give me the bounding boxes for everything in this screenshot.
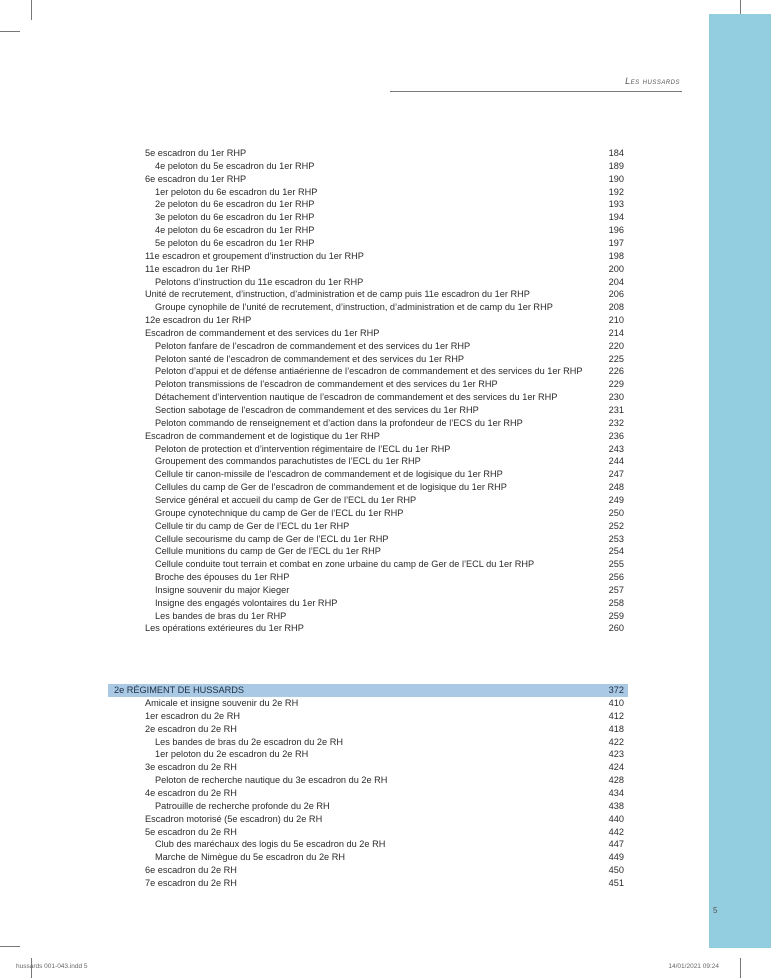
toc-entry bbox=[0, 545, 624, 558]
toc-entry-page: 226 bbox=[608, 366, 624, 377]
file-slug: hussards 001-043.indd 5 bbox=[16, 963, 88, 970]
toc-entry-page: 423 bbox=[608, 749, 624, 760]
toc-entry bbox=[0, 263, 624, 276]
toc-entry bbox=[0, 520, 624, 533]
toc-entry-page: 248 bbox=[608, 482, 624, 493]
toc-entry-title: Escadron de commandement et de logistique du 1er RHP bbox=[145, 430, 380, 441]
toc-entry-title: 2e peloton du 6e escadron du 1er RHP bbox=[155, 199, 315, 210]
toc-entry-page: 236 bbox=[608, 430, 624, 441]
toc-entry bbox=[0, 301, 624, 314]
toc-entry bbox=[0, 584, 624, 597]
toc-entry-title: 6e escadron du 1er RHP bbox=[145, 173, 247, 184]
toc-entry-page: 260 bbox=[608, 623, 624, 634]
toc-entry-page: 231 bbox=[608, 405, 624, 415]
toc-entry-page: 244 bbox=[608, 456, 624, 467]
toc-entry-title: Peloton d’appui et de défense antiaérienne de l’escadron de commandement et des services du 1er RHP bbox=[155, 366, 583, 377]
toc-entry-page: 257 bbox=[608, 584, 624, 595]
toc-entry-page: 229 bbox=[608, 379, 624, 390]
toc-entry bbox=[0, 622, 624, 635]
toc-entry-title: 11e escadron et groupement d’instruction du 1er RHP bbox=[145, 250, 364, 261]
toc-entry bbox=[0, 710, 624, 723]
toc-entry-page: 424 bbox=[608, 762, 624, 773]
toc-entry-page: 200 bbox=[608, 263, 624, 274]
toc-entry bbox=[0, 481, 624, 494]
toc-entry-page: 225 bbox=[608, 353, 624, 364]
toc-entry-title: Peloton de recherche nautique du 3e escadron du 2e RH bbox=[155, 775, 388, 786]
toc-entry-page: 258 bbox=[608, 597, 624, 608]
toc-entry bbox=[0, 736, 624, 749]
toc-entry-title: Section sabotage de l’escadron de commandement et des services du 1er RHP bbox=[155, 405, 479, 415]
toc-entry bbox=[0, 186, 624, 199]
toc-entry-title: 2e RÉGIMENT DE HUSSARDS bbox=[114, 685, 245, 695]
toc-entry-page: 206 bbox=[608, 289, 624, 300]
toc-entry-title: Détachement d’intervention nautique de l’escadron de commandement et des services du 1er RHP bbox=[155, 392, 558, 403]
toc-entry bbox=[0, 838, 624, 851]
toc-entry bbox=[0, 443, 624, 456]
toc-entry-title: 4e escadron du 2e RH bbox=[145, 787, 237, 798]
toc-entry bbox=[0, 826, 624, 839]
toc-entry bbox=[0, 723, 624, 736]
toc-entry-page: 190 bbox=[608, 173, 624, 184]
toc-entry-title: 5e escadron du 1er RHP bbox=[145, 148, 247, 158]
toc-entry-page: 450 bbox=[608, 865, 624, 876]
toc-entry-page: 252 bbox=[608, 520, 624, 531]
crop-mark bbox=[740, 0, 741, 14]
toc-entry-title: Peloton transmissions de l’escadron de commandement et des services du 1er RHP bbox=[155, 379, 498, 390]
toc-entry-title: 6e escadron du 2e RH bbox=[145, 865, 237, 876]
toc-entry bbox=[0, 800, 624, 813]
toc-entry-title: Peloton santé de l’escadron de commandement et des services du 1er RHP bbox=[155, 353, 464, 364]
toc-entry bbox=[0, 864, 624, 877]
toc-entry-title: Les bandes de bras du 2e escadron du 2e RH bbox=[155, 736, 343, 747]
toc-entry-title: Peloton fanfare de l’escadron de commandement et des services du 1er RHP bbox=[155, 340, 471, 351]
toc-entry-title: 5e escadron du 2e RH bbox=[145, 826, 237, 837]
toc-entry-page: 422 bbox=[608, 736, 624, 747]
toc-entry-title: Cellule tir du camp de Ger de l’ECL du 1er RHP bbox=[155, 520, 350, 531]
toc-entry bbox=[0, 160, 624, 173]
toc-entry-page: 255 bbox=[608, 559, 624, 570]
toc-entry-page: 247 bbox=[608, 469, 624, 480]
toc-entry-title: Club des maréchaux des logis du 5e escadron du 2e RH bbox=[155, 839, 386, 850]
toc-entry-page: 189 bbox=[608, 160, 624, 171]
toc-entry bbox=[0, 748, 624, 761]
toc-entry-page: 198 bbox=[608, 250, 624, 261]
toc-entry-title: Groupe cynophile de l’unité de recrutement, d’instruction, d’administration et de camp du 1er RHP bbox=[155, 302, 553, 313]
toc-entry-page: 193 bbox=[608, 199, 624, 210]
toc-entry bbox=[0, 365, 624, 378]
toc-entry-page: 418 bbox=[608, 723, 624, 734]
toc-entry-page: 449 bbox=[608, 852, 624, 863]
timestamp-slug: 14/01/2021 09:24 bbox=[668, 963, 719, 970]
toc-entry-title: Marche de Nimègue du 5e escadron du 2e RH bbox=[155, 852, 345, 863]
toc-entry-title: Cellule conduite tout terrain et combat en zone urbaine du camp de Ger de l’ECL du 1er RHP bbox=[155, 559, 535, 570]
toc-entry bbox=[0, 813, 624, 826]
toc-entry bbox=[0, 494, 624, 507]
toc-entry bbox=[0, 610, 624, 623]
toc-entry-page: 438 bbox=[608, 800, 624, 811]
toc-entry bbox=[0, 353, 624, 366]
toc-entry bbox=[0, 404, 624, 417]
toc-entry bbox=[0, 417, 624, 430]
toc-entry-title: Insigne des engagés volontaires du 1er RHP bbox=[155, 597, 338, 608]
toc-entry-page: 230 bbox=[608, 392, 624, 403]
toc-entry bbox=[0, 147, 624, 160]
toc-entry bbox=[0, 697, 624, 710]
toc-entry bbox=[0, 276, 624, 289]
toc-entry-title: Les opérations extérieures du 1er RHP bbox=[145, 623, 304, 634]
toc-entry-page: 434 bbox=[608, 787, 624, 798]
toc-entry-title: Cellule secourisme du camp de Ger de l’ECL du 1er RHP bbox=[155, 533, 389, 544]
toc-entry bbox=[0, 430, 624, 443]
toc-entry-page: 204 bbox=[608, 276, 624, 287]
toc-entry-title: 1er peloton du 6e escadron du 1er RHP bbox=[155, 186, 318, 197]
toc-entry-page: 447 bbox=[608, 839, 624, 850]
toc-entry bbox=[0, 597, 624, 610]
toc-entry-title: Insigne souvenir du major Kieger bbox=[155, 584, 290, 595]
toc-entry bbox=[0, 455, 624, 468]
toc-entry-title: 4e peloton du 5e escadron du 1er RHP bbox=[155, 160, 315, 171]
toc-entry-title: Pelotons d’instruction du 11e escadron du 1er RHP bbox=[155, 276, 364, 287]
toc-entry-page: 254 bbox=[608, 546, 624, 557]
toc-entry bbox=[0, 571, 624, 584]
toc-entry-page: 196 bbox=[608, 225, 624, 236]
toc-entry-page: 232 bbox=[608, 417, 624, 428]
toc-entry-title: Cellules du camp de Ger de l’escadron de commandement et de logisique du 1er RHP bbox=[155, 482, 507, 493]
toc-entry bbox=[0, 774, 624, 787]
toc-entry-title: Amicale et insigne souvenir du 2e RH bbox=[145, 698, 299, 708]
toc-entry-page: 197 bbox=[608, 237, 624, 248]
toc-entry bbox=[0, 327, 624, 340]
header-rule bbox=[390, 91, 682, 92]
toc-entry-page: 249 bbox=[608, 494, 624, 505]
toc-entry-page: 210 bbox=[608, 315, 624, 326]
toc-entry-title: Cellule munitions du camp de Ger de l’ECL du 1er RHP bbox=[155, 546, 381, 557]
toc-entry bbox=[0, 787, 624, 800]
toc-entry-title: Escadron de commandement et des services du 1er RHP bbox=[145, 327, 380, 338]
toc-entry-page: 440 bbox=[608, 813, 624, 824]
toc-entry-page: 250 bbox=[608, 507, 624, 518]
crop-mark bbox=[740, 958, 741, 978]
toc-entry-title: 2e escadron du 2e RH bbox=[145, 723, 237, 734]
crop-mark bbox=[0, 946, 20, 947]
toc-entry bbox=[0, 558, 624, 571]
toc-entry bbox=[0, 533, 624, 546]
toc-entry-title: Groupe cynotechnique du camp de Ger de l’ECL du 1er RHP bbox=[155, 507, 404, 518]
toc-entry-title: 1er escadron du 2e RH bbox=[145, 710, 240, 721]
toc-entry bbox=[0, 224, 624, 237]
toc-entry-page: 259 bbox=[608, 610, 624, 621]
toc-entry bbox=[0, 851, 624, 864]
toc-entry bbox=[0, 250, 624, 263]
running-header: Les hussards bbox=[625, 76, 680, 86]
toc-entry-page: 410 bbox=[608, 698, 624, 708]
toc-entry-title: 4e peloton du 6e escadron du 1er RHP bbox=[155, 225, 315, 236]
toc-entry-page: 194 bbox=[608, 212, 624, 223]
crop-mark bbox=[31, 0, 32, 20]
toc-entry-title: 5e peloton du 6e escadron du 1er RHP bbox=[155, 237, 315, 248]
toc-entry bbox=[0, 761, 624, 774]
toc-entry-title: Service général et accueil du camp de Ger de l’ECL du 1er RHP bbox=[155, 494, 417, 505]
toc-entry-title: 1er peloton du 2e escadron du 2e RH bbox=[155, 749, 309, 760]
chapter-tab bbox=[709, 14, 771, 948]
crop-mark bbox=[0, 31, 20, 32]
toc-entry-page: 428 bbox=[608, 775, 624, 786]
page-number: 5 bbox=[713, 906, 718, 915]
toc-entry-page: 442 bbox=[608, 826, 624, 837]
toc-entry-page: 412 bbox=[608, 710, 624, 721]
toc-entry-page: 184 bbox=[608, 148, 624, 158]
toc-entry-title: Peloton de protection et d’intervention régimentaire de l’ECL du 1er RHP bbox=[155, 443, 451, 454]
toc-entry-page: 220 bbox=[608, 340, 624, 351]
toc-entry-title: Escadron motorisé (5e escadron) du 2e RH bbox=[145, 813, 323, 824]
toc-entry bbox=[0, 340, 624, 353]
toc-entry-title: 7e escadron du 2e RH bbox=[145, 877, 237, 888]
toc-entry-title: 11e escadron du 1er RHP bbox=[145, 263, 251, 274]
toc-entry bbox=[0, 288, 624, 301]
toc-entry bbox=[0, 237, 624, 250]
toc-entry-title: Peloton commando de renseignement et d’action dans la profondeur de l’ECS du 1er RHP bbox=[155, 417, 523, 428]
toc-entry-title: Patrouille de recherche profonde du 2e RH bbox=[155, 800, 330, 811]
toc-entry-page: 208 bbox=[608, 302, 624, 313]
toc-entry-title: Groupement des commandos parachutistes de l’ECL du 1er RHP bbox=[155, 456, 421, 467]
toc-entry-page: 253 bbox=[608, 533, 624, 544]
toc-entry-title: Broche des épouses du 1er RHP bbox=[155, 572, 290, 583]
toc-entry bbox=[0, 211, 624, 224]
toc-entry-page: 372 bbox=[608, 685, 624, 695]
toc-entry-title: Unité de recrutement, d’instruction, d’administration et de camp puis 11e escadron du 1er RHP bbox=[145, 289, 530, 300]
toc-entry bbox=[0, 877, 624, 890]
toc-entry-page: 451 bbox=[608, 877, 624, 888]
toc-entry bbox=[0, 468, 624, 481]
toc-entry-title: Les bandes de bras du 1er RHP bbox=[155, 610, 287, 621]
toc-entry-page: 192 bbox=[608, 186, 624, 197]
toc-entry-title: 12e escadron du 1er RHP bbox=[145, 315, 252, 326]
toc-entry-title: Cellule tir canon-missile de l’escadron de commandement et de logisique du 1er RHP bbox=[155, 469, 503, 480]
toc-entry-title: 3e peloton du 6e escadron du 1er RHP bbox=[155, 212, 315, 223]
toc-entry bbox=[0, 314, 624, 327]
toc-entry bbox=[0, 378, 624, 391]
toc-entry-page: 243 bbox=[608, 443, 624, 454]
toc-entry-title: 3e escadron du 2e RH bbox=[145, 762, 237, 773]
toc-entry bbox=[0, 391, 624, 404]
toc-entry bbox=[0, 507, 624, 520]
section-heading bbox=[108, 684, 628, 697]
toc-entry-page: 256 bbox=[608, 572, 624, 583]
toc-entry-page: 214 bbox=[608, 327, 624, 338]
toc-entry bbox=[0, 198, 624, 211]
toc-entry bbox=[0, 173, 624, 186]
